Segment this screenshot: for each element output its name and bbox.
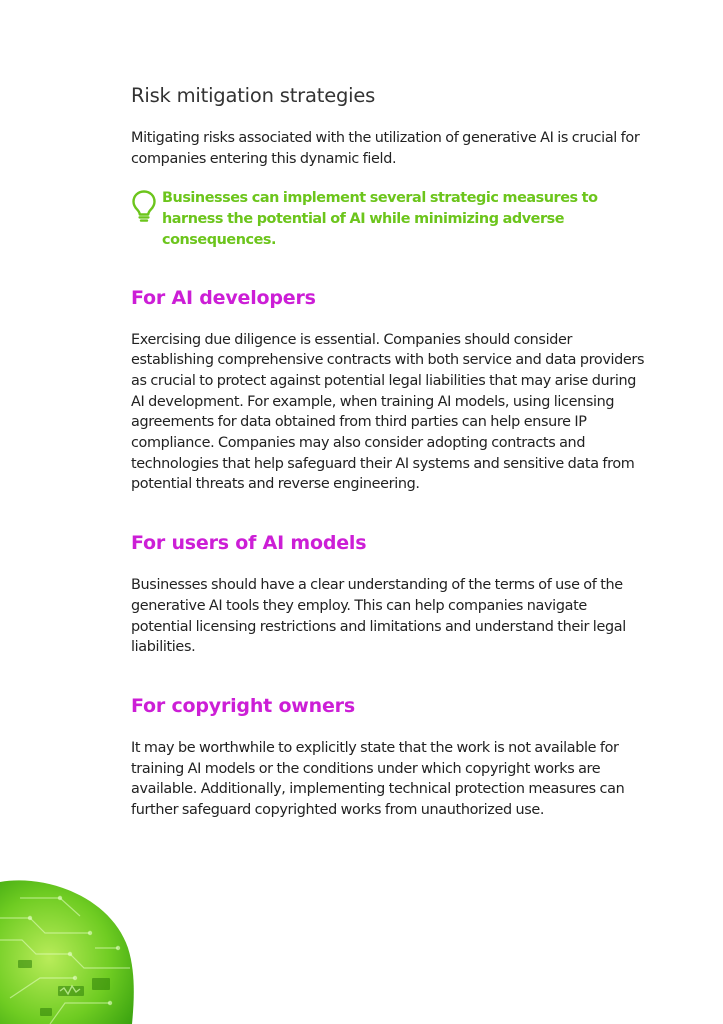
section-heading-ai-developers: For AI developers: [131, 286, 316, 309]
section-body-ai-users: Businesses should have a clear understanding of the terms of use of the generative AI tools they employ. This can help companies navigate potential licensing restrictions and limitations and understand their legal liabilities.: [131, 577, 626, 656]
lightbulb-icon: [131, 189, 157, 223]
section-body-ai-developers: Exercising due diligence is essential. Companies should consider establishing comprehensive contracts with both service and data providers as crucial to protect against potential legal liabilities that may arise during AI development. For example, when training AI models, using licensing agreements for data obtained from third parties can help ensure IP compliance. Companies may also consider adopting contracts and technologies that help safeguard their AI systems and sensitive data from potential threats and reverse engineering.: [131, 331, 645, 493]
section-body-copyright-owners: It may be worthwhile to explicitly state that the work is not available for training AI models or the conditions under which copyright works are available. Additionally, implementing technical protection measures can further safeguard copyrighted works from unauthorized use.: [131, 739, 625, 819]
circuit-board-decoration: [0, 878, 140, 1024]
callout-box: [131, 188, 651, 250]
document-page: [131, 84, 651, 821]
page-title: Risk mitigation strategies: [131, 84, 376, 107]
intro-paragraph: Mitigating risks associated with the utilization of generative AI is crucial for companies entering this dynamic field.: [131, 130, 640, 167]
section-heading-ai-users: For users of AI models: [131, 532, 367, 555]
callout-text: Businesses can implement several strategic measures to harness the potential of AI while minimizing adverse consequences.: [162, 190, 598, 248]
section-heading-copyright-owners: For copyright owners: [131, 694, 355, 717]
